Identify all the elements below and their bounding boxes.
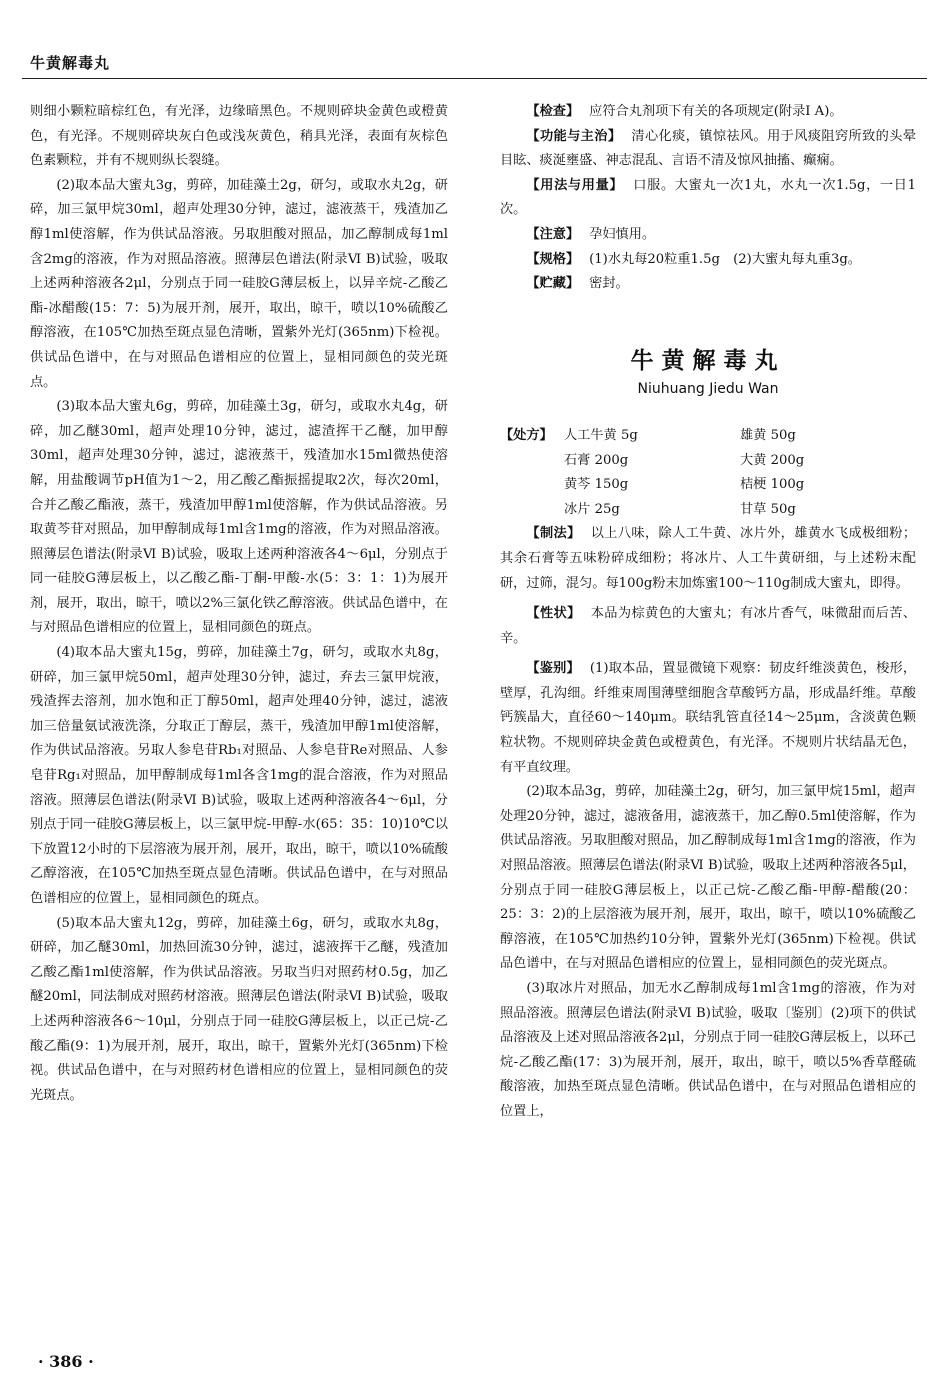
section-text: 口服。大蜜丸一次1丸，水丸一次1.5g，一日1次。: [500, 177, 917, 218]
section-label: 【规格】: [526, 251, 580, 267]
section-label: 【制法】: [526, 526, 581, 542]
section-text: 清心化痰，镇惊祛风。用于风痰阻窍所致的头晕目眩、痰涎壅盛、神志混乱、言语不清及惊风抽搐、癫痫。: [500, 128, 916, 169]
section-caution: [500, 223, 916, 248]
section-identification: [500, 657, 916, 780]
paragraph: (3)取本品大蜜丸6g，剪碎，加硅藻土3g，研匀，或取水丸4g，研碎，加乙醚30ml，超声处理10分钟，滤过，滤渣挥干乙醚，加甲醇30ml，超声处理30分钟，滤过，滤液蒸干，残渣加水15ml微热使溶解，用盐酸调节pH值为1～2，用乙酸乙酯振摇提取2次，每次20ml，合并乙酸乙酯液，蒸干，残渣加甲醇1ml使溶解，作为供试品溶液。另取黄芩苷对照品，加甲醇制成每1ml含1mg的溶液，作为对照品溶液。照薄层色谱法(附录Ⅵ B)试验，吸取上述两种溶液各4～6μl，分别点于同一硅胶G薄层板上，以乙酸乙酯-丁酮-甲酸-水(5：3：1：1)为展开剂，展开，取出，晾干，喷以2%三氯化铁乙醇溶液。供试品色谱中，在与对照品色谱相应的位置上，显相同颜色的斑点。: [30, 399, 448, 636]
section-dosage: [500, 174, 916, 223]
paragraph: (3)取冰片对照品，加无水乙醇制成每1ml含1mg的溶液，作为对照品溶液。照薄层色谱法(附录Ⅵ B)试验，吸取〔鉴别〕(2)项下的供试品溶液及上述对照品溶液各2μl，分别点于同一硅胶G薄层板上，以环己烷-乙酸乙酯(17：3)为展开剂，展开，取出，晾干，喷以5%香草醛硫酸溶液，加热至斑点显色清晰。供试品色谱中，在与对照品色谱相应的位置上，: [500, 981, 916, 1119]
section-text: (1)水丸每20粒重1.5g (2)大蜜丸每丸重3g。: [589, 251, 861, 267]
formula-item: 雄黄 50g: [740, 427, 796, 443]
paragraph: (2)取本品大蜜丸3g，剪碎，加硅藻土2g，研匀，或取水丸2g，研碎，加三氯甲烷30ml，超声处理30分钟，滤过，滤液蒸干，残渣加乙醇1ml使溶解，作为供试品溶液。另取胆酸对照品，加乙醇制成每1ml含2mg的溶液，作为对照品溶液。照薄层色谱法(附录Ⅵ B)试验，吸取上述两种溶液各2μl，分别点于同一硅胶G薄层板上，以异辛烷-乙酸乙酯-冰醋酸(15：7：5)为展开剂，展开，取出，晾干，喷以10%硫酸乙醇溶液，在105℃加热至斑点显色清晰，置紫外光灯(365nm)下检视。供试品色谱中，在与对照品色谱相应的位置上，显相同颜色的荧光斑点。: [30, 177, 448, 390]
entry-pinyin: Niuhuang Jiedu Wan: [637, 381, 779, 398]
formula-item: 甘草 50g: [740, 501, 796, 517]
formula-item: 冰片 25g: [564, 501, 620, 517]
section-text: (1)取本品，置显微镜下观察：韧皮纤维淡黄色，梭形，壁厚，孔沟细。纤维束周围薄壁细胞含草酸钙方晶，形成晶纤维。草酸钙簇晶大，直径60～140μm。联结乳管直径14～25μm，含淡黄色颗粒状物。不规则碎块金黄色或橙黄色，有光泽。不规则片状结晶无色，有平直纹理。: [500, 661, 917, 775]
section-inspection: [500, 100, 916, 125]
section-label: 【注意】: [526, 226, 580, 242]
section-label: 【检查】: [526, 104, 580, 119]
section-specification: [500, 248, 916, 273]
formula-item: 石膏 200g: [564, 452, 629, 468]
section-text: 应符合丸剂项下有关的各项规定(附录Ⅰ A)。: [589, 104, 843, 119]
section-label: 【性状】: [526, 606, 581, 622]
formula-item: 黄芩 150g: [564, 477, 629, 493]
section-text: 孕妇慎用。: [589, 226, 656, 242]
section-label: 【用法与用量】: [526, 177, 624, 193]
section-storage: [500, 272, 916, 297]
section-text: 密封。: [589, 276, 629, 292]
section-preparation: [500, 522, 916, 596]
formula-item: 桔梗 100g: [740, 477, 805, 493]
formula-label: 【处方】: [500, 427, 553, 443]
section-label: 【功能与主治】: [526, 128, 622, 144]
section-text: 以上八味，除人工牛黄、冰片外，雄黄水飞成极细粉；其余石膏等五味粉碎成细粉；将冰片、人工牛黄研细，与上述粉末配研，过筛，混匀。每100g粉末加炼蜜100～110g制成大蜜丸，即得。: [500, 526, 917, 591]
paragraph: (2)取本品3g，剪碎，加硅藻土2g，研匀，加三氯甲烷15ml，超声处理20分钟，滤过，滤液备用，滤液蒸干，加乙醇0.5ml使溶解，作为供试品溶液。另取胆酸对照品，加乙醇制成每1ml含1mg的溶液，作为对照品溶液。照薄层色谱法(附录Ⅵ B)试验，吸取上述两种溶液各5μl，分别点于同一硅胶G薄层板上，以正己烷-乙酸乙酯-甲醇-醋酸(20：25：3：2)的上层溶液为展开剂，展开，取出，晾干，喷以10%硫酸乙醇溶液，在105℃加热约10分钟，置紫外光灯(365nm)下检视。供试品色谱中，在与对照品色谱相应的位置上，显相同颜色的荧光斑点。: [500, 784, 916, 972]
formula-table: [500, 424, 916, 522]
header-rule: [22, 78, 927, 79]
page-number: · 386 ·: [38, 1352, 94, 1371]
section-function: [500, 125, 916, 174]
right-column: [500, 100, 916, 1125]
formula-item: 人工牛黄 5g: [564, 427, 638, 443]
paragraph: (5)取本品大蜜丸12g，剪碎，加硅藻土6g，研匀，或取水丸8g，研碎，加乙醚30ml，加热回流30分钟，滤过，滤液挥干乙醚，残渣加乙酸乙酯1ml使溶解，作为供试品溶液。另取当归对照药材0.5g，加乙醚20ml，同法制成对照药材溶液。照薄层色谱法(附录Ⅵ B)试验，吸取上述两种溶液各6～10μl，分别点于同一硅胶G薄层板上，以正己烷-乙酸乙酯(9：1)为展开剂，展开，取出，晾干，置紫外光灯(365nm)下检视。供试品色谱中，在与对照药材色谱相应的位置上，显相同颜色的荧光斑点。: [30, 915, 448, 1103]
running-title: 牛黄解毒丸: [30, 54, 111, 72]
paragraph: 则细小颗粒暗棕红色，有光泽，边缘暗黑色。不规则碎块金黄色或橙黄色，有光泽。不规则碎块灰白色或浅灰黄色，稍具光泽，表面有灰棕色色素颗粒，并有不规则纵长裂缝。: [30, 104, 448, 169]
section-text: 本品为棕黄色的大蜜丸；有冰片香气，味微甜而后苦、辛。: [500, 606, 917, 646]
section-label: 【贮藏】: [526, 276, 580, 292]
section-label: 【鉴别】: [526, 661, 580, 677]
formula-item: 大黄 200g: [740, 452, 805, 468]
entry-title: 牛黄解毒丸: [630, 346, 786, 374]
paragraph: (4)取本品大蜜丸15g，剪碎，加硅藻土7g，研匀，或取水丸8g，研碎，加三氯甲烷50ml，超声处理30分钟，滤过，弃去三氯甲烷液，残渣挥去溶剂，加水饱和正丁醇50ml，超声处理40分钟，滤过，滤液加三倍量氨试液洗涤，分取正丁醇层，蒸干，残渣加甲醇1ml使溶解，作为供试品溶液。另取人参皂苷Rb₁对照品、人参皂苷Re对照品、人参皂苷Rg₁对照品，加甲醇制成每1ml各含1mg的混合溶液，作为对照品溶液。照薄层色谱法(附录Ⅵ B)试验，吸取上述两种溶液各4～6μl，分别点于同一硅胶G薄层板上，以三氯甲烷-甲醇-水(65：35：10)10℃以下放置12小时的下层溶液为展开剂，展开，取出，晾干，喷以10%硫酸乙醇溶液，在105℃加热至斑点显色清晰。供试品色谱中，在与对照品色谱相应的位置上，显相同颜色的斑点。: [30, 645, 448, 906]
left-column: [30, 100, 448, 1108]
section-description: [500, 602, 916, 651]
